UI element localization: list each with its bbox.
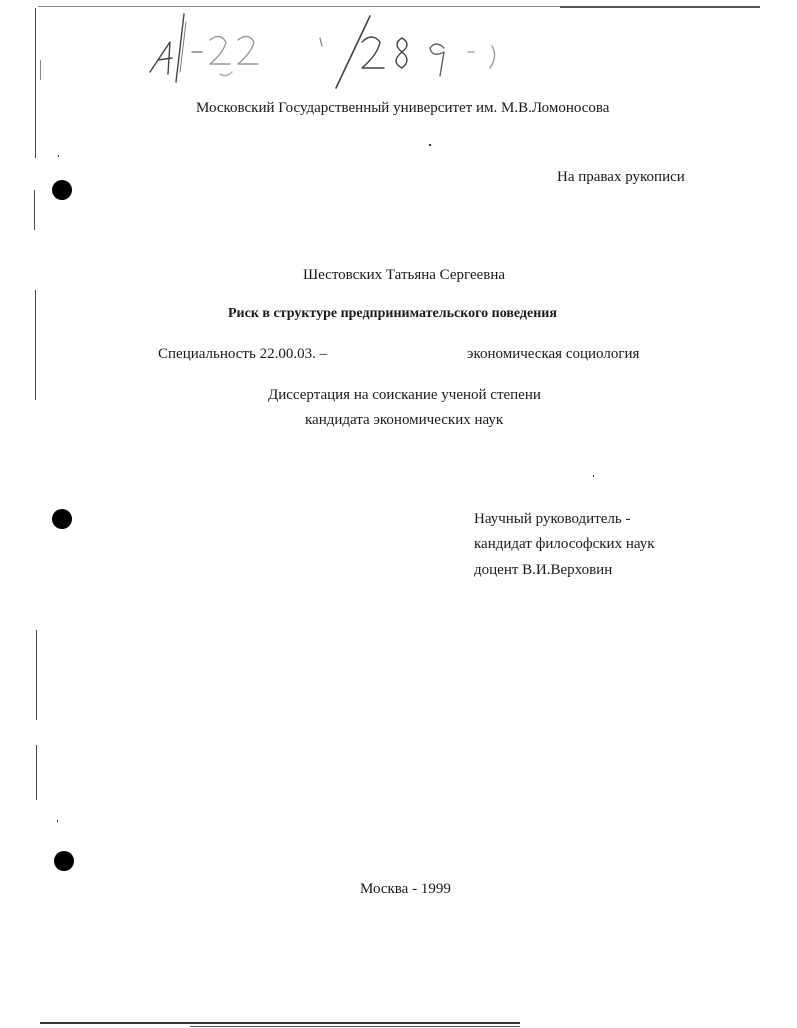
thesis-title: Риск в структуре предпринимательского поведения: [228, 306, 557, 321]
punch-hole: [52, 509, 72, 529]
specialty-value: экономическая социология: [467, 346, 640, 362]
city-year: Москва - 1999: [360, 881, 451, 897]
binding-line: [40, 60, 41, 80]
scan-speck: [58, 155, 59, 157]
binding-line: [35, 8, 36, 158]
binding-line: [35, 290, 36, 400]
degree-line-2: кандидата экономических наук: [305, 412, 504, 428]
punch-hole: [52, 180, 72, 200]
scan-speck: [57, 820, 58, 822]
scan-edge-top-right: [560, 6, 760, 8]
scan-speck: [593, 475, 594, 477]
punch-hole: [54, 851, 74, 871]
binding-line: [34, 190, 35, 230]
manuscript-rights-note: На правах рукописи: [557, 169, 685, 185]
advisor-line-2: кандидат философских наук: [474, 536, 655, 552]
specialty-label: Специальность 22.00.03. –: [158, 346, 328, 362]
author-name: Шестовских Татьяна Сергеевна: [303, 267, 506, 283]
binding-line: [36, 630, 37, 720]
scan-edge-bottom: [40, 1022, 520, 1024]
university-name: Московский Государственный университет им. М.В.Ломоносова: [196, 100, 610, 116]
advisor-line-3: доцент В.И.Верховин: [474, 562, 613, 578]
scan-speck: [429, 144, 431, 146]
binding-line: [36, 745, 37, 800]
degree-line-1: Диссертация на соискание ученой степени: [268, 387, 541, 403]
scan-edge-bottom-secondary: [190, 1026, 520, 1027]
handwritten-archive-number: [140, 12, 520, 92]
advisor-line-1: Научный руководитель -: [474, 511, 631, 527]
